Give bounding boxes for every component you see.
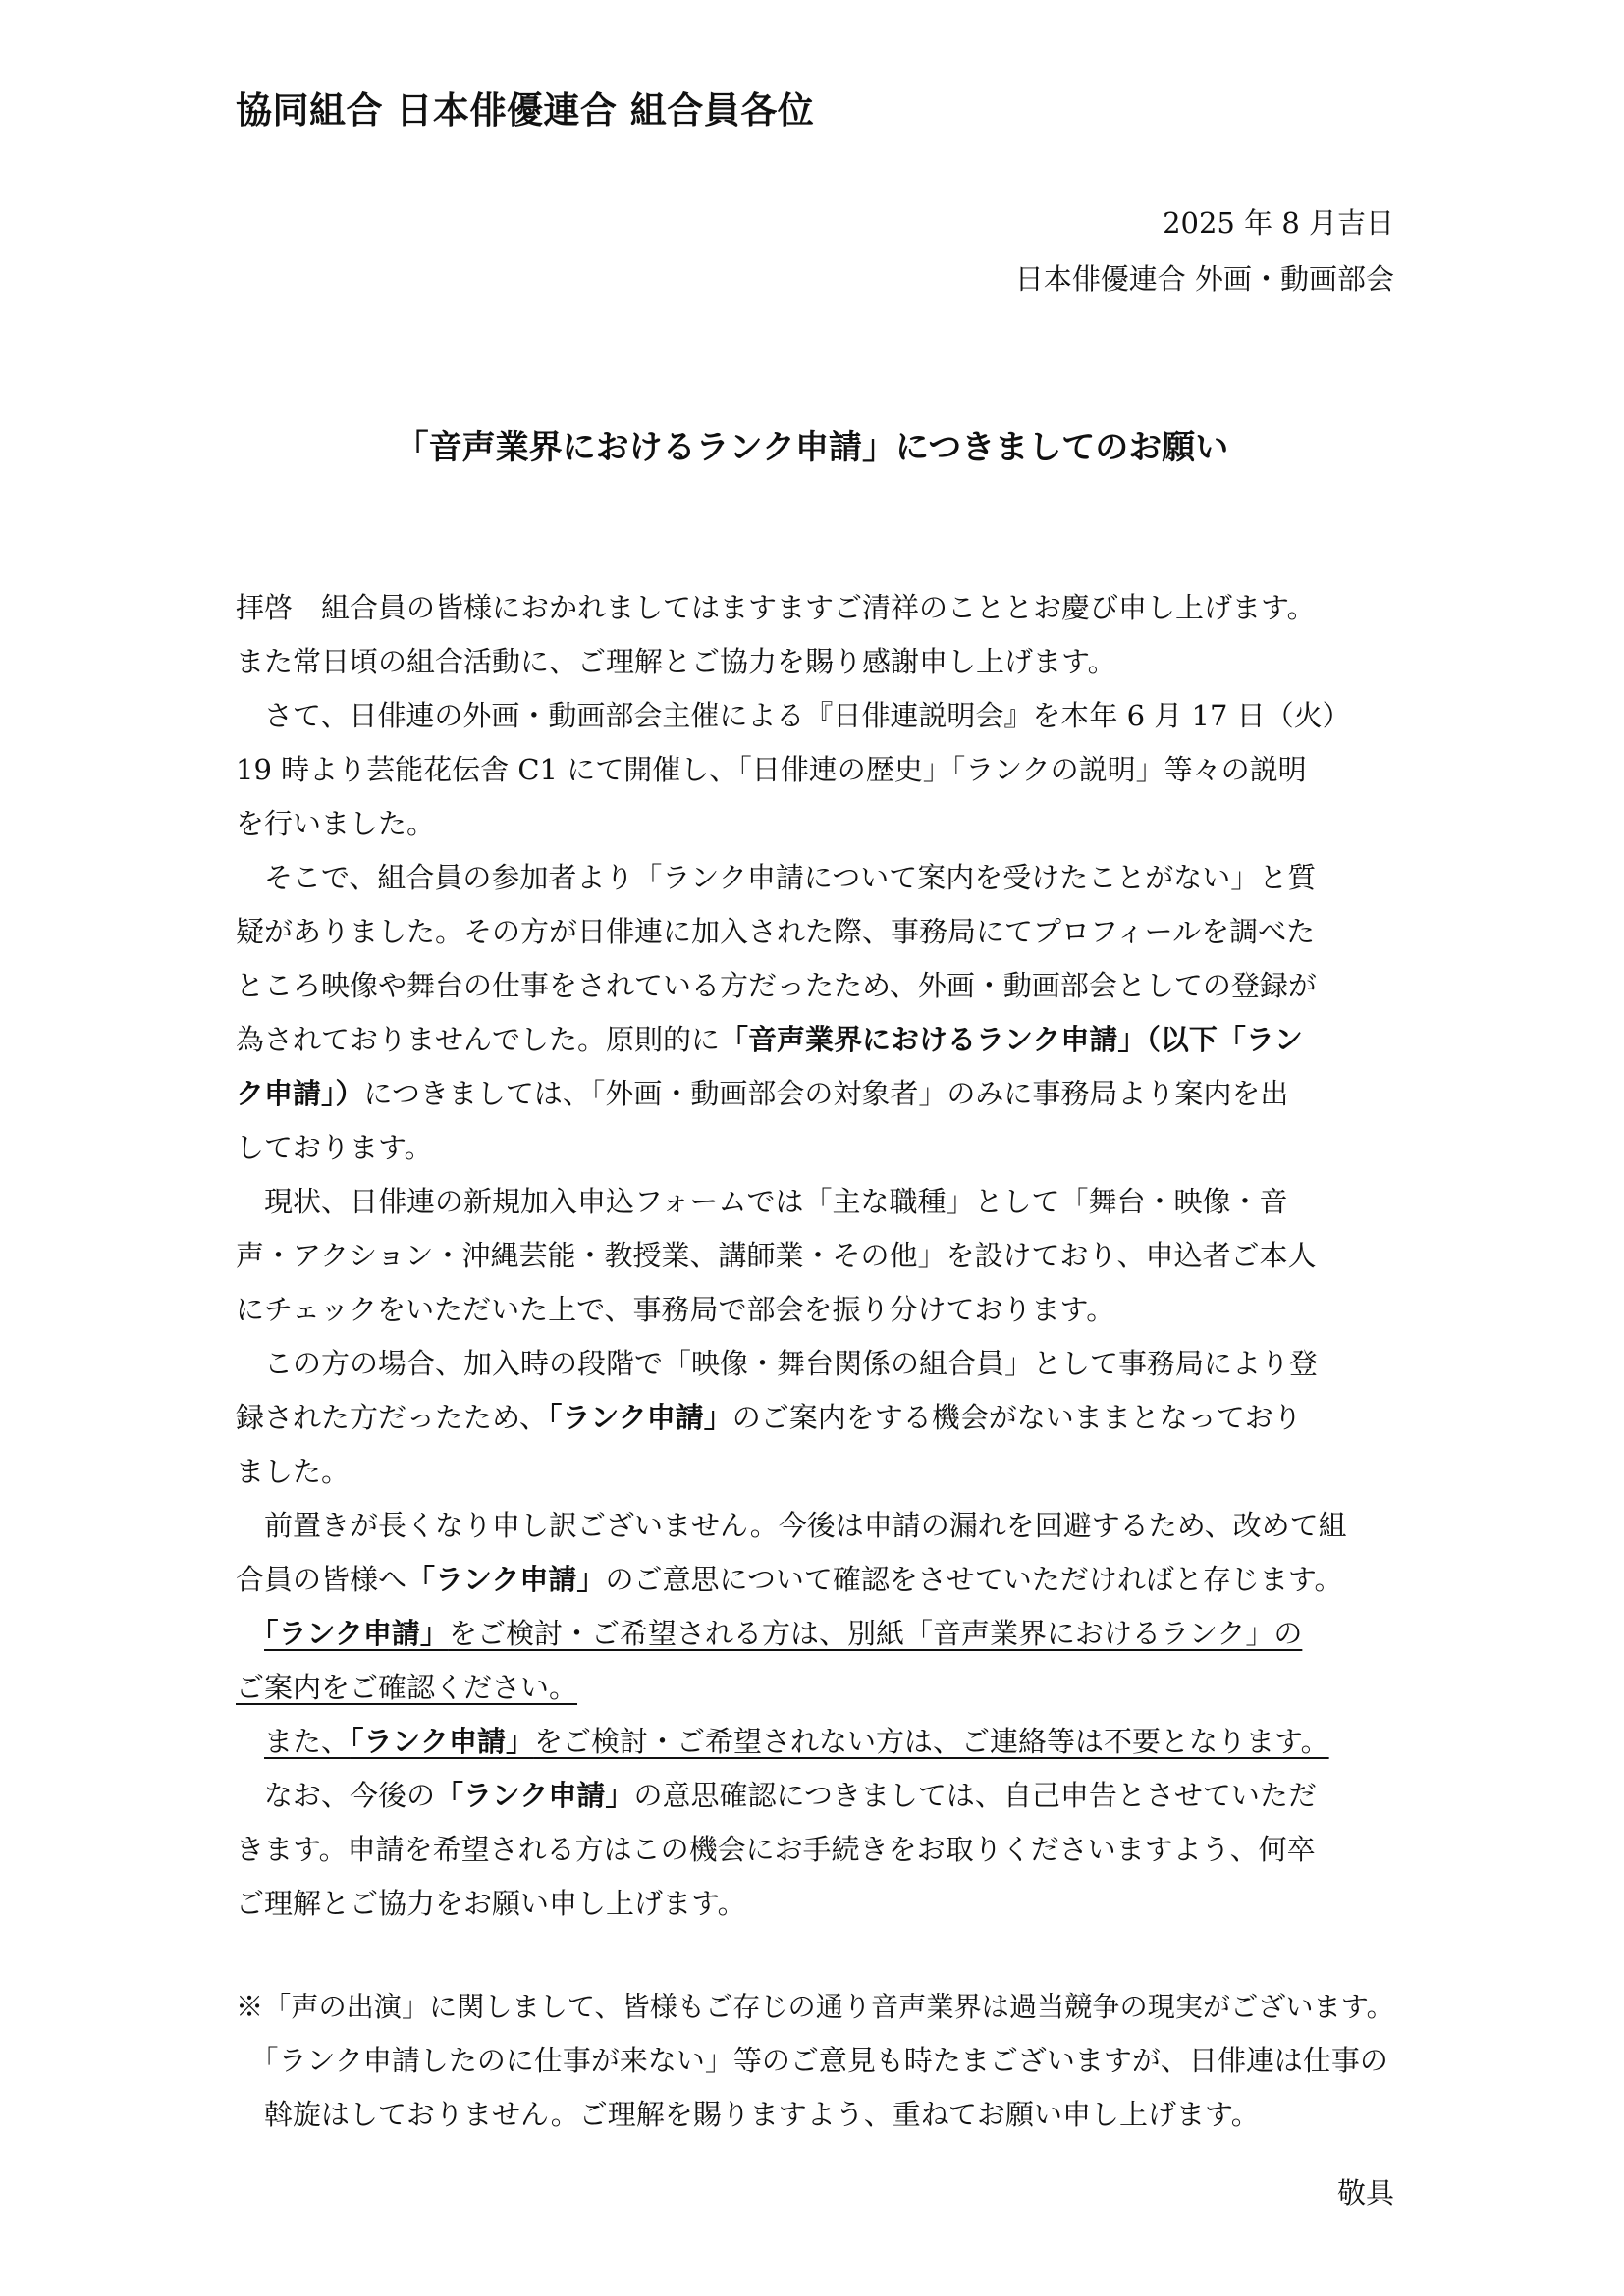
body-line: しております。 bbox=[236, 1131, 433, 1164]
text-span: をご検討・ご希望される方は、別紙「音声業界におけるランク」の bbox=[448, 1617, 1303, 1650]
note-line: 斡旋はしておりません。ご理解を賜りますよう、重ねてお願い申し上げます。 bbox=[236, 2098, 1260, 2131]
bold-term: 「ランク申請」 bbox=[406, 1563, 606, 1596]
text-span: につきましては、「外画・動画部会の対象者」のみに事務局より案内を出 bbox=[363, 1077, 1289, 1110]
text-span: 録された方だったため、 bbox=[236, 1401, 548, 1434]
body-line bbox=[236, 1769, 1390, 1823]
body-line: にチェックをいただいた上で、事務局で部会を振り分けております。 bbox=[236, 1293, 1115, 1326]
addressee-line: 協同組合 日本俳優連合 組合員各位 bbox=[236, 89, 815, 132]
text-span: また、 bbox=[264, 1725, 351, 1758]
body-line: さて、日俳連の外画・動画部会主催による『日俳連説明会』を本年 6 月 17 日（火） bbox=[236, 699, 1351, 732]
body-line bbox=[236, 1715, 1390, 1769]
body-line: 前置きが長くなり申し訳ございません。今後は申請の漏れを回避するため、改めて組 bbox=[236, 1509, 1347, 1542]
bold-term: 「音声業界におけるランク申請」（以下「ラン bbox=[720, 1023, 1303, 1056]
document-title: 「音声業界におけるランク申請」につきましてのお願い bbox=[395, 428, 1229, 467]
text-span: なお、今後の bbox=[236, 1779, 436, 1812]
body-line: 拝啓 組合員の皆様におかれましてはますますご清祥のこととお慶び申し上げます。 bbox=[236, 591, 1316, 624]
closing-keigu: 敬具 bbox=[1336, 2176, 1394, 2210]
bold-term: 「ランク申請」 bbox=[435, 1779, 634, 1812]
body-line: 19 時より芸能花伝舎 C1 にて開催し、「日俳連の歴史」「ランクの説明」等々の説明 bbox=[236, 753, 1307, 786]
body-text bbox=[236, 581, 1394, 2142]
paragraph-gap bbox=[236, 1931, 1390, 1980]
body-line: を行いました。 bbox=[236, 807, 436, 840]
document-date: 2025 年 8 月吉日 bbox=[1163, 206, 1394, 240]
underlined-text bbox=[264, 1617, 1302, 1650]
body-line bbox=[236, 1391, 1390, 1445]
body-line bbox=[236, 1013, 1390, 1067]
body-line bbox=[236, 1553, 1390, 1607]
bold-term: 「ランク申請」 bbox=[264, 1617, 449, 1650]
text-span bbox=[236, 1725, 264, 1758]
text-span: のご意思について確認をさせていただければと存じます。 bbox=[605, 1563, 1343, 1596]
body-line bbox=[236, 1607, 1390, 1661]
body-line: 現状、日俳連の新規加入申込フォームでは「主な職種」として「舞台・映像・音 bbox=[236, 1185, 1288, 1218]
body-line: 疑がありました。その方が日俳連に加入された際、事務局にてプロフィールを調べた bbox=[236, 915, 1316, 948]
bold-term: ク申請」） bbox=[236, 1077, 364, 1110]
body-line: ご理解とご協力をお願い申し上げます。 bbox=[236, 1887, 746, 1920]
text-span bbox=[236, 1617, 264, 1650]
body-line bbox=[236, 1661, 1390, 1715]
text-span: の意思確認につきましては、自己申告とさせていただ bbox=[633, 1779, 1317, 1812]
body-line: そこで、組合員の参加者より「ランク申請について案内を受けたことがない」と質 bbox=[236, 861, 1317, 894]
text-span: をご検討・ご希望されない方は、ご連絡等は不要となります。 bbox=[533, 1725, 1329, 1758]
text-span: 合員の皆様へ bbox=[236, 1563, 407, 1596]
text-span: のご案内をする機会がないままとなっており bbox=[731, 1401, 1302, 1434]
body-line: ところ映像や舞台の仕事をされている方だったため、外画・動画部会としての登録が bbox=[236, 969, 1317, 1002]
underlined-text bbox=[264, 1725, 1329, 1758]
bold-term: 「ランク申請」 bbox=[547, 1401, 732, 1434]
note-line: 「ランク申請したのに仕事が来ない」等のご意見も時たまございますが、日俳連は仕事の bbox=[236, 2044, 1388, 2077]
bold-term: 「ランク申請」 bbox=[350, 1725, 534, 1758]
body-line: ました。 bbox=[236, 1455, 351, 1488]
text-span: 為されておりませんでした。原則的に bbox=[236, 1023, 721, 1056]
body-line: また常日頃の組合活動に、ご理解とご協力を賜り感謝申し上げます。 bbox=[236, 645, 1116, 678]
note-line: ※「声の出演」に関しまして、皆様もご存じの通り音声業界は過当競争の現実がございます。 bbox=[236, 1991, 1394, 2023]
body-line bbox=[236, 1067, 1390, 1121]
body-line: きます。申請を希望される方はこの機会にお手続きをお取りくださいますよう、何卒 bbox=[236, 1833, 1316, 1866]
body-line: この方の場合、加入時の段階で「映像・舞台関係の組合員」として事務局により登 bbox=[236, 1347, 1319, 1380]
sender-line: 日本俳優連合 外画・動画部会 bbox=[1014, 262, 1394, 295]
body-line: 声・アクション・沖縄芸能・教授業、講師業・その他」を設けており、申込者ご本人 bbox=[236, 1239, 1317, 1272]
underlined-text: ご案内をご確認ください。 bbox=[236, 1671, 578, 1704]
